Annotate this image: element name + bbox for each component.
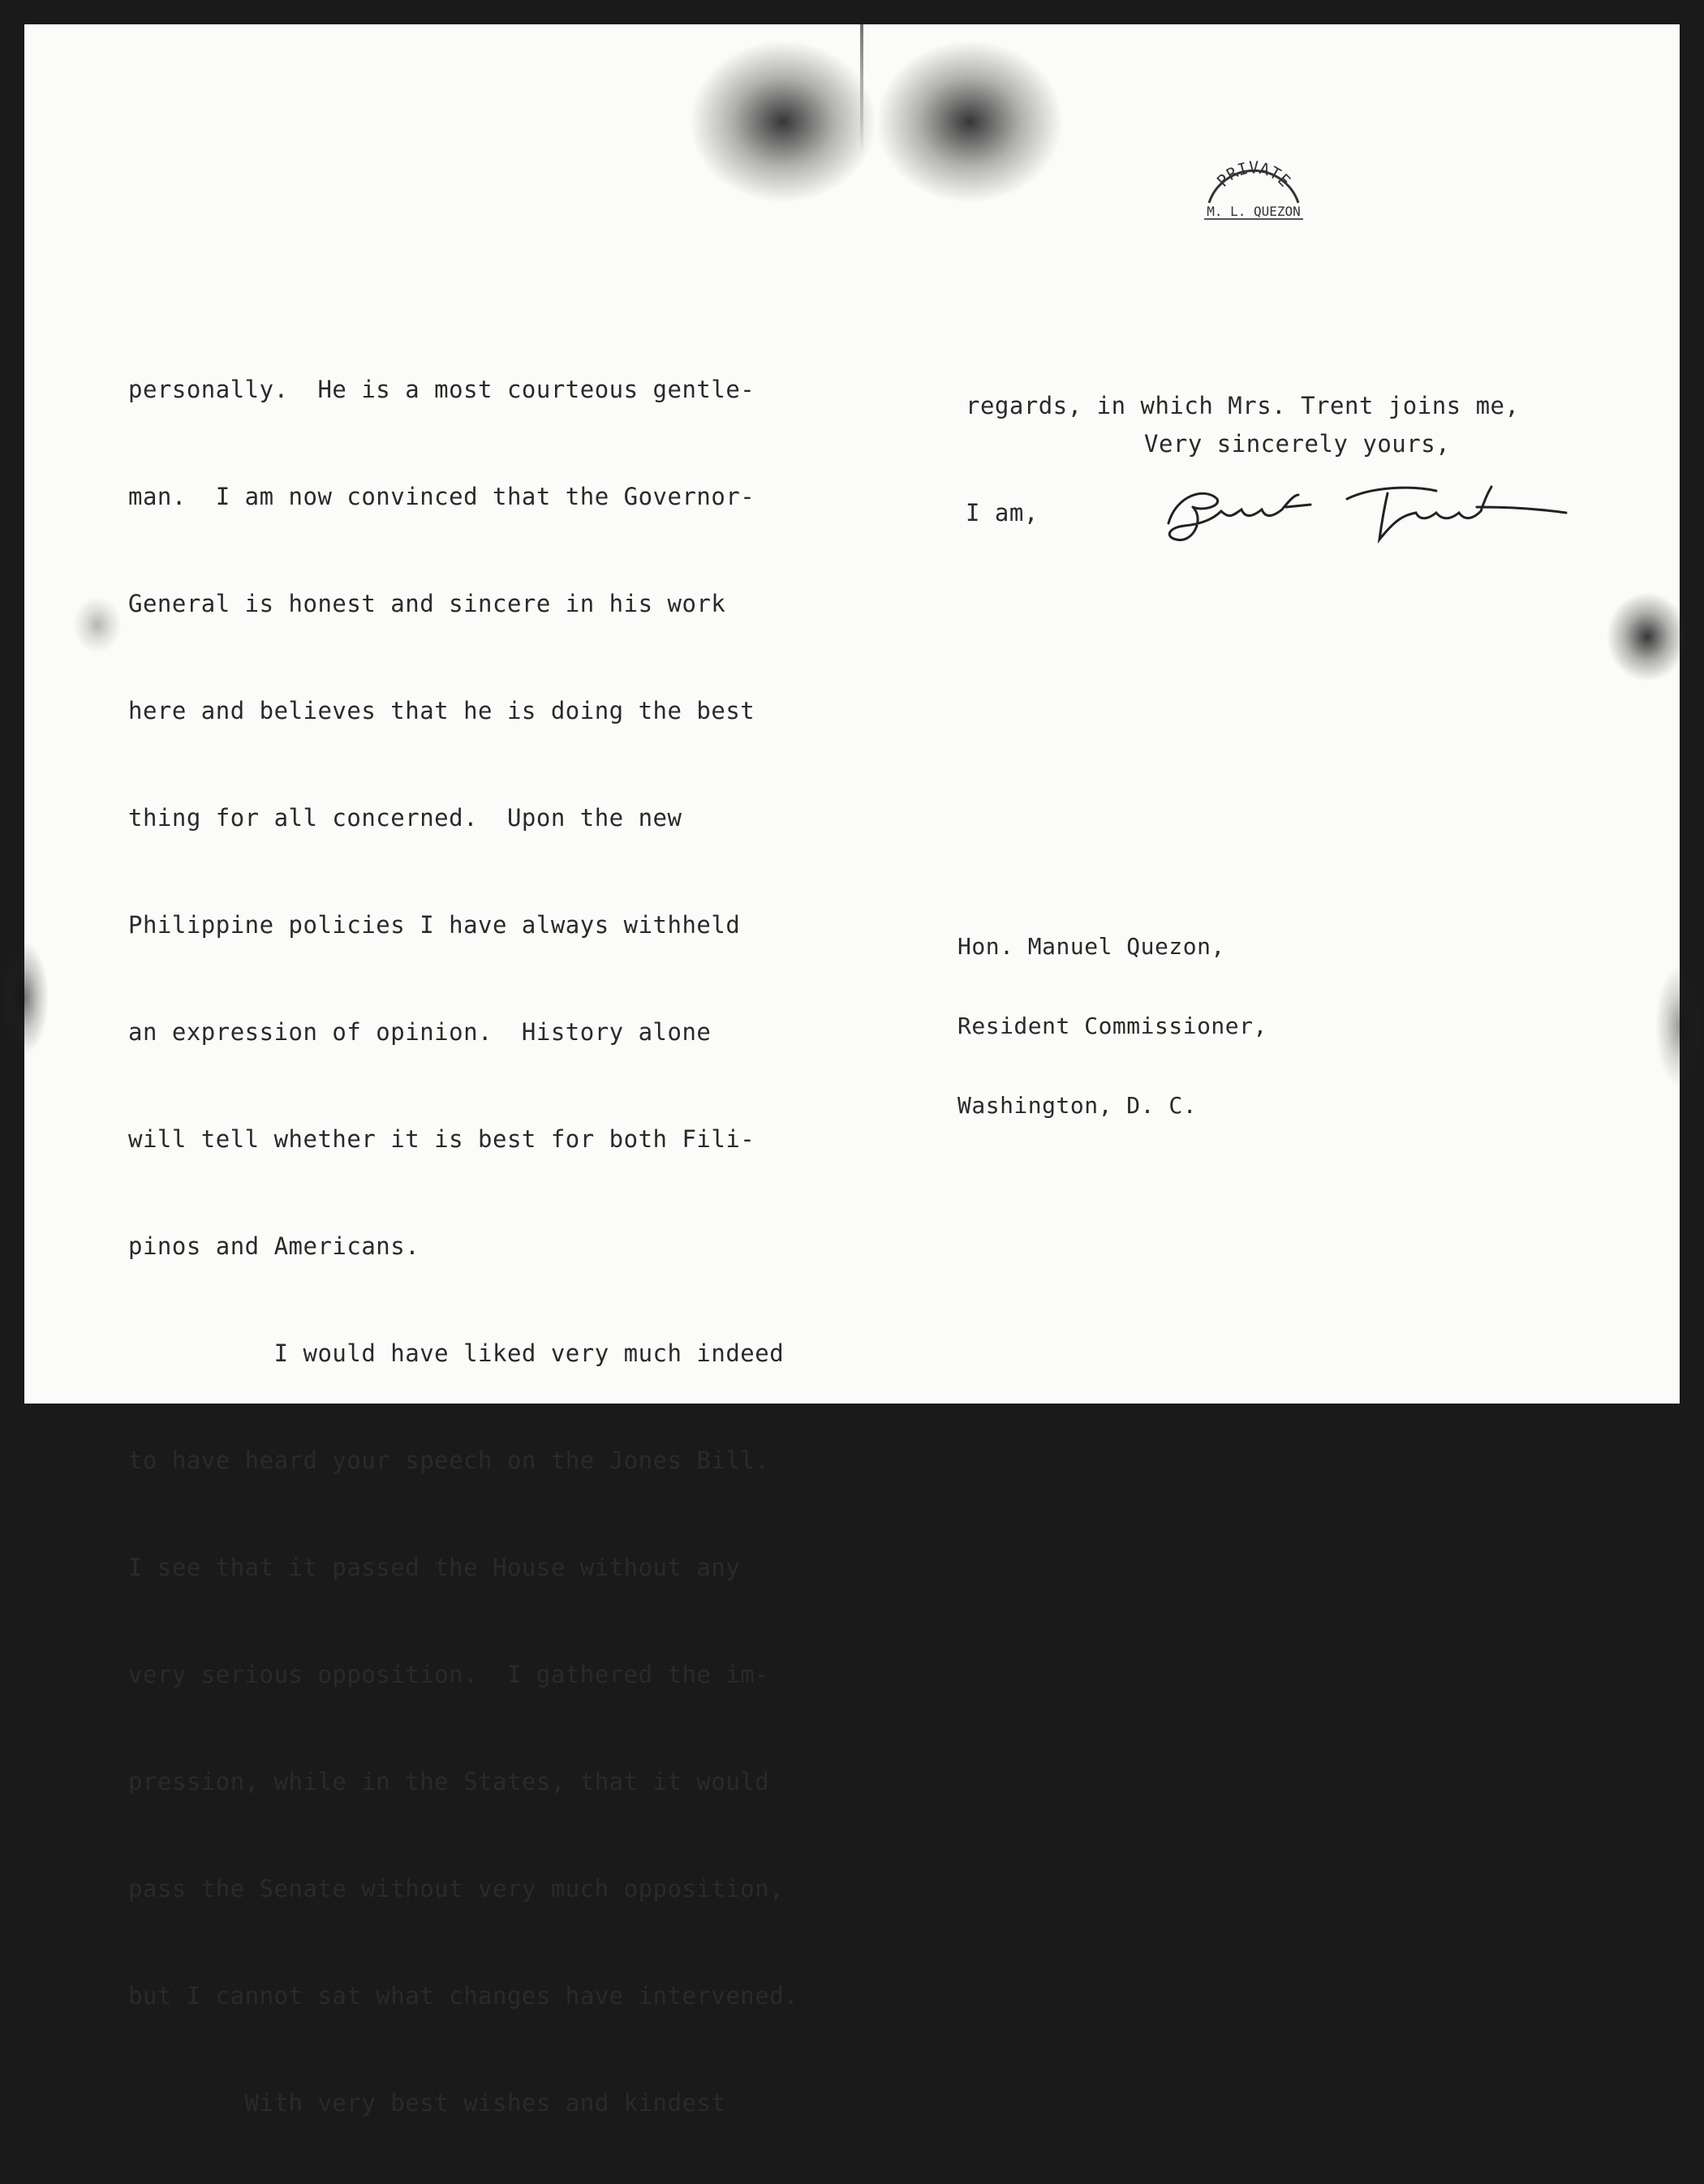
addressee-line: Hon. Manuel Quezon, — [957, 933, 1225, 960]
ink-smudge — [73, 596, 122, 653]
body-line: here and believes that he is doing the best — [128, 697, 755, 724]
letter-closing: Very sincerely yours, — [1144, 430, 1451, 458]
body-line: very serious opposition. I gathered the im- — [128, 1661, 770, 1688]
handwritten-signature — [1144, 462, 1599, 560]
body-line: pass the Senate without very much opposition, — [128, 1875, 785, 1902]
body-line: I would have liked very much indeed — [128, 1339, 785, 1367]
body-line: man. I am now convinced that the Governor- — [128, 483, 755, 510]
body-line: personally. He is a most courteous gentle- — [128, 376, 755, 403]
body-line: General is honest and sincere in his work — [128, 590, 726, 617]
stamp-bottom-text: M. L. QUEZON — [1207, 204, 1301, 219]
body-line: thing for all concerned. Upon the new — [128, 804, 682, 832]
ink-smudge — [876, 41, 1063, 203]
body-line: regards, in which Mrs. Trent joins me, — [966, 392, 1520, 419]
body-line: pinos and Americans. — [128, 1232, 420, 1260]
body-line: to have heard your speech on the Jones Bill. — [128, 1447, 770, 1474]
body-line: an expression of opinion. History alone — [128, 1018, 712, 1046]
ink-smudge — [690, 41, 876, 203]
addressee-line: Washington, D. C. — [957, 1092, 1198, 1119]
body-line: I am, — [966, 499, 1039, 527]
body-line: With very best wishes and kindest — [128, 2089, 726, 2117]
body-line: pression, while in the States, that it would — [128, 1768, 770, 1795]
addressee-block — [957, 880, 1267, 1172]
ink-smudge — [1655, 965, 1704, 1087]
private-stamp — [1193, 146, 1315, 235]
body-line: I see that it passed the House without any — [128, 1554, 741, 1581]
body-line: Philippine policies I have always withheld — [128, 911, 741, 939]
ink-smudge — [0, 941, 49, 1055]
ink-smudge — [1607, 592, 1688, 681]
stamp-top-text: PRIVATE — [1212, 157, 1295, 191]
addressee-line: Resident Commissioner, — [957, 1012, 1267, 1039]
letter-page — [24, 24, 1680, 2117]
body-line: will tell whether it is best for both Fili- — [128, 1125, 755, 1153]
body-line: but I cannot sat what changes have intervened. — [128, 1982, 799, 2010]
letter-body-left — [128, 308, 798, 2184]
